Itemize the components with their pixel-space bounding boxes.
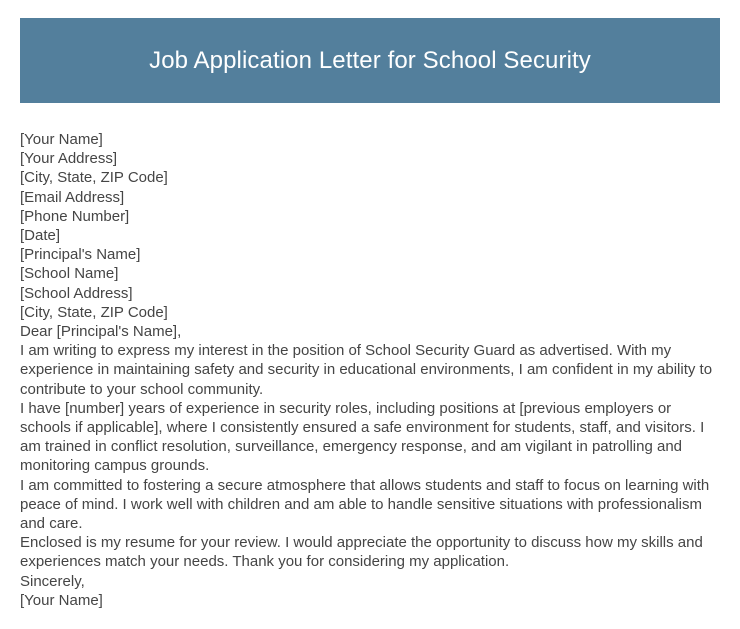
body-paragraph-3: I am committed to fostering a secure atmosphere that allows students and staff to focus on learning with peace of mind. I work well with children and am able to handle sensitive situations with professionalism and care.: [20, 476, 710, 533]
page-title: Job Application Letter for School Security: [149, 46, 591, 74]
closing-line: Sincerely,: [20, 572, 85, 590]
salutation-line: Dear [Principal's Name],: [20, 323, 182, 341]
document-header-banner: [20, 18, 720, 103]
recipient-line-city-state-zip: [City, State, ZIP Code]: [20, 303, 168, 321]
sender-line-address: [Your Address]: [20, 150, 118, 168]
signature-name-line: [Your Name]: [20, 591, 103, 609]
body-paragraph-2: I have [number] years of experience in security roles, including positions at [previous employers or schools if applicable], where I consistently ensured a safe environment for students, staff, and visitors. I am trained in conflict resolution, surveillance, emergency response, and am vigilant in patrolling and monitoring campus grounds.: [20, 399, 705, 475]
sender-line-email: [Email Address]: [20, 188, 125, 206]
sender-line-phone: [Phone Number]: [20, 207, 130, 225]
sender-address-block: [20, 130, 726, 245]
recipient-line-school-address: [School Address]: [20, 284, 133, 302]
letter-body: [20, 130, 726, 610]
body-paragraph-1: I am writing to express my interest in the position of School Security Guard as advertised. With my experience in maintaining safety and security in educational environments, I am confident in my ability to contribute to your school community.: [20, 342, 713, 398]
body-paragraph-4: Enclosed is my resume for your review. I would appreciate the opportunity to discuss how my skills and experiences match your needs. Thank you for considering my application.: [20, 534, 703, 571]
recipient-line-school-name: [School Name]: [20, 265, 119, 283]
sender-line-name: [Your Name]: [20, 131, 103, 148]
recipient-address-block: [20, 245, 726, 322]
recipient-line-principal-name: [Principal's Name]: [20, 246, 141, 264]
sender-line-city-state-zip: [City, State, ZIP Code]: [20, 169, 168, 187]
sender-line-date: [Date]: [20, 227, 61, 245]
